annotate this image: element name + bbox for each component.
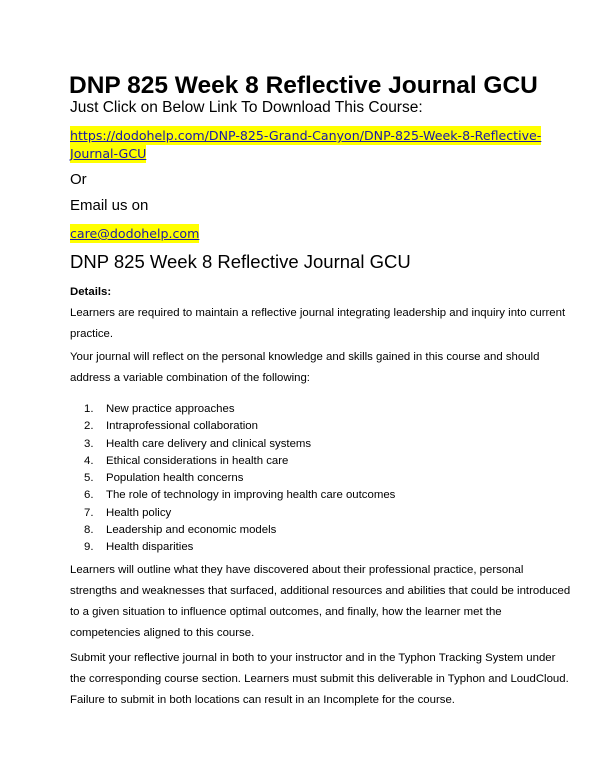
details-label: Details: bbox=[70, 286, 112, 298]
paragraph-line: practice. bbox=[70, 328, 114, 340]
paragraph-line: Failure to submit in both locations can result in an Incomplete for the course. bbox=[70, 694, 455, 706]
list-item: 3. Health care delivery and clinical systems bbox=[84, 437, 312, 450]
download-instruction: Just Click on Below Link To Download This Course: bbox=[70, 99, 423, 116]
paragraph-line: competencies aligned to this course. bbox=[70, 627, 255, 639]
paragraph-line: Learners will outline what they have discovered about their professional practice, personal bbox=[70, 564, 524, 576]
list-item: 2. Intraprofessional collaboration bbox=[84, 420, 258, 433]
list-item: 5. Population health concerns bbox=[84, 472, 244, 485]
page-title: DNP 825 Week 8 Reflective Journal GCU bbox=[69, 72, 538, 99]
email-prompt: Email us on bbox=[70, 197, 149, 214]
paragraph-requirements bbox=[70, 306, 590, 348]
paragraph-line: address a variable combination of the following: bbox=[70, 372, 310, 384]
section-heading: DNP 825 Week 8 Reflective Journal GCU bbox=[70, 251, 411, 272]
list-item: 1. New practice approaches bbox=[84, 403, 235, 415]
list-item: 4. Ethical considerations in health care bbox=[84, 454, 289, 467]
paragraph-submission bbox=[70, 651, 590, 714]
paragraph-line: to a given situation to influence optimal outcomes, and finally, how the learner met the bbox=[70, 606, 502, 618]
paragraph-journal bbox=[70, 350, 590, 392]
course-link[interactable]: https://dodohelp.com/DNP-825-Grand-Canyon/DNP-825-Week-8-Reflective- bbox=[70, 128, 542, 143]
paragraph-line: Your journal will reflect on the personal knowledge and skills gained in this course and should bbox=[70, 351, 540, 363]
paragraph-line: the corresponding course section. Learners must submit this deliverable in Typhon and LoudCloud. bbox=[70, 673, 569, 685]
paragraph-line: Learners are required to maintain a reflective journal integrating leadership and inquiry into current bbox=[70, 307, 566, 319]
course-link-continued[interactable]: Journal-GCU bbox=[70, 146, 147, 161]
list-item: 9. Health disparities bbox=[84, 541, 194, 554]
list-item: 7. Health policy bbox=[84, 506, 172, 519]
paragraph-line: Submit your reflective journal in both to your instructor and in the Typhon Tracking System under bbox=[70, 652, 556, 664]
topics-list bbox=[84, 402, 395, 558]
paragraph-outline bbox=[70, 563, 590, 647]
paragraph-line: strengths and weaknesses that surfaced, additional resources and abilities that could be introduced bbox=[70, 585, 571, 597]
list-item: 6. The role of technology in improving health care outcomes bbox=[84, 489, 396, 502]
email-link[interactable]: care@dodohelp.com bbox=[70, 226, 200, 241]
or-text: Or bbox=[70, 171, 87, 188]
list-item: 8. Leadership and economic models bbox=[84, 524, 277, 537]
